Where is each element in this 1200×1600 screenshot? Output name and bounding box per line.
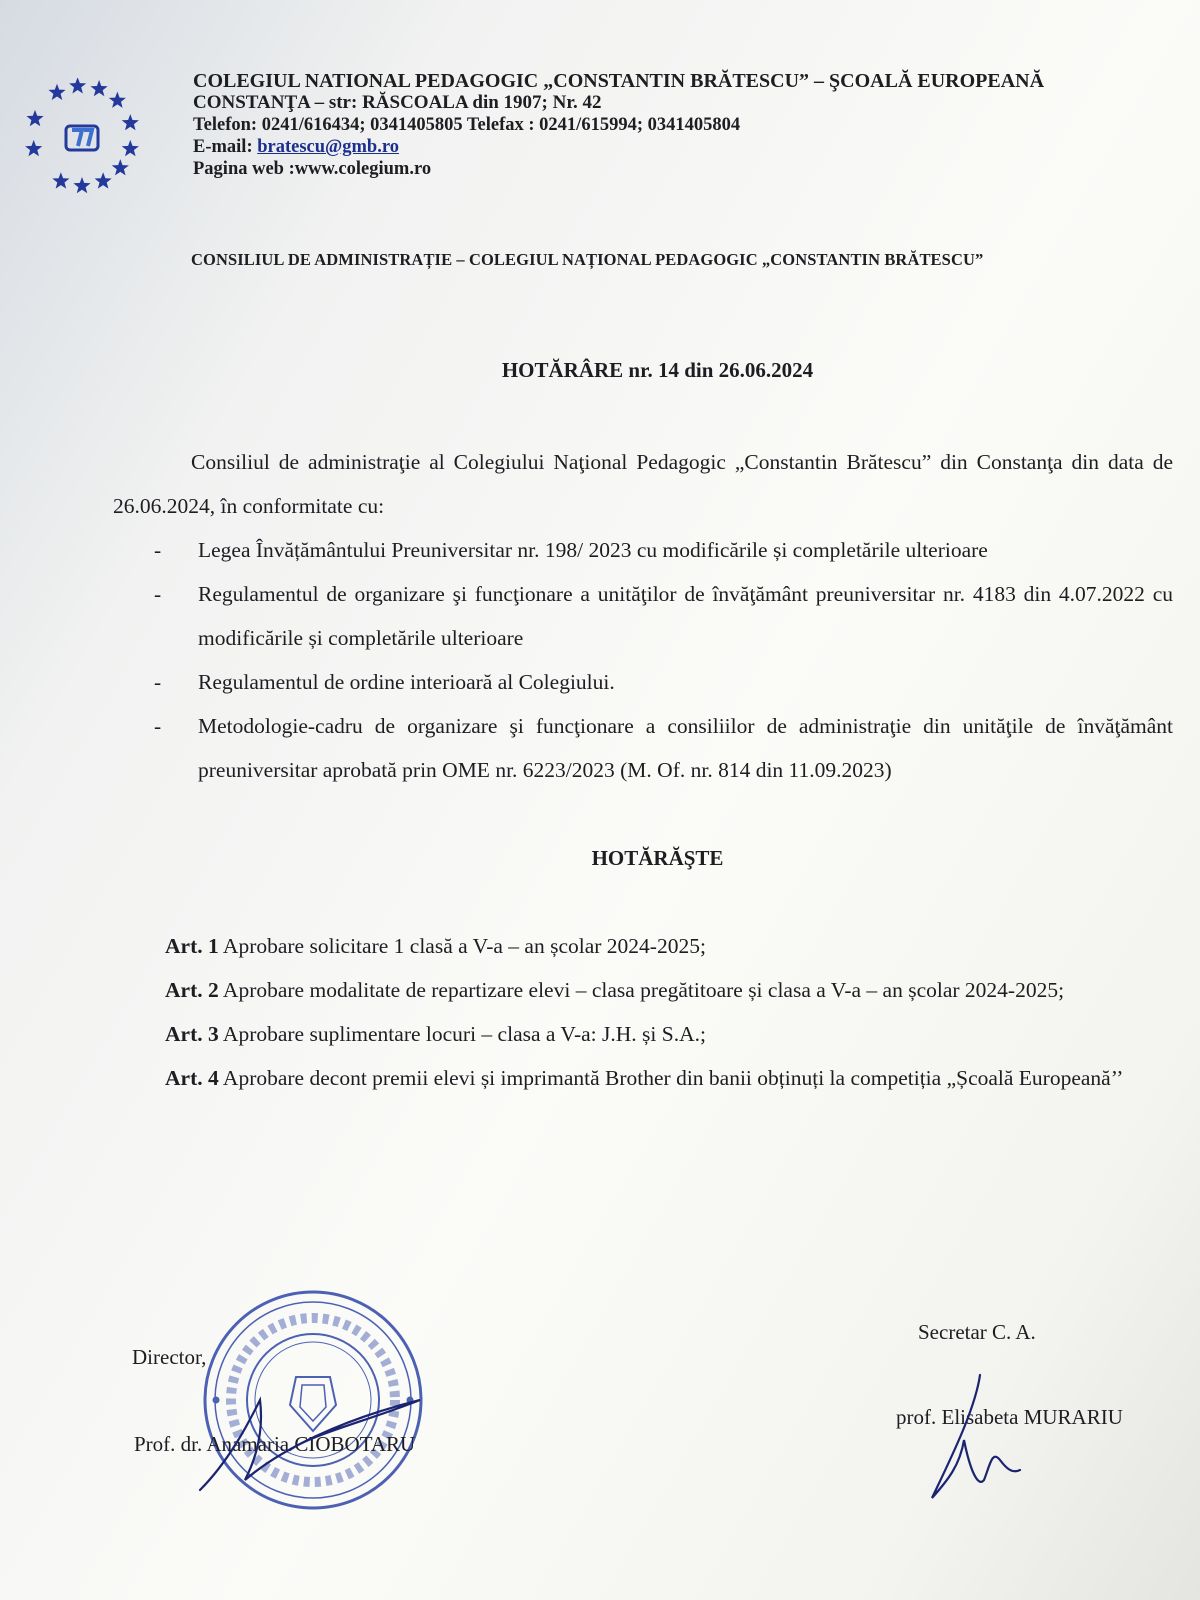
article-label: Art. 3 (165, 1022, 219, 1046)
header-email-link[interactable]: bratescu@gmb.ro (257, 137, 399, 157)
reference-item: - Regulamentul de organizare şi funcţionare a unităţilor de învăţământ preuniversitar nr. 4183 din 4.07.2022 cu modificările și completările ulterioare (154, 582, 1173, 650)
logo-star-icon (73, 177, 90, 193)
article-item (125, 1056, 1175, 1100)
logo-star-icon (109, 92, 126, 108)
logo-star-icon (112, 159, 129, 175)
logo-star-icon (52, 172, 69, 188)
decision-body (113, 440, 1173, 792)
article-label: Art. 1 (165, 934, 219, 958)
director-signature-icon (190, 1380, 470, 1500)
logo-star-icon (25, 140, 42, 156)
decision-title: HOTĂRÂRE nr. 14 din 26.06.2024 (501, 358, 814, 382)
logo-star-icon (91, 80, 108, 96)
article-label: Art. 4 (165, 1066, 219, 1090)
header-website: Pagina web :www.colegium.ro (193, 159, 432, 179)
article-item (125, 924, 1175, 968)
director-label: Director, (132, 1345, 207, 1369)
director-name: Prof. dr. Anamaria CIOBOTARU (134, 1432, 416, 1456)
intro-paragraph: Consiliul de administraţie al Colegiului Naţional Pedagogic „Constantin Brătescu” din Constanţa din data de 26.06.2024, în conformitate cu: (113, 450, 1173, 518)
reference-item: - Legea Învățământului Preuniversitar nr. 198/ 2023 cu modificările și completările ulterioare (154, 538, 988, 562)
articles-list (125, 924, 1175, 1100)
header-institution-name: COLEGIUL NATIONAL PEDAGOGIC „CONSTANTIN BRĂTESCU” – ŞCOALĂ EUROPEANĂ (193, 70, 1045, 92)
secretary-signature-icon (920, 1370, 1030, 1510)
logo-star-icon (95, 172, 112, 188)
logo-star-icon (122, 114, 139, 130)
institution-header (193, 70, 1153, 180)
secretary-name: prof. Elisabeta MURARIU (896, 1405, 1123, 1429)
decides-heading: HOTĂRĂŞTE (591, 846, 724, 870)
header-email-line (193, 136, 1153, 158)
article-text: Aprobare decont premii elevi și imprimantă Brother din banii obținuți la competiția „Școală Europeană’’ (218, 1066, 1124, 1090)
secretary-label: Secretar C. A. (918, 1320, 1036, 1344)
header-address: CONSTANŢA – str: RĂSCOALA din 1907; Nr. 42 (193, 92, 602, 113)
header-phone: Telefon: 0241/616434; 0341405805 Telefax : 0241/615994; 0341405804 (193, 115, 741, 135)
article-item (125, 968, 1175, 1012)
logo-star-icon (27, 110, 44, 126)
reference-list (113, 528, 1173, 792)
article-item (125, 1012, 1175, 1056)
article-text: Aprobare modalitate de repartizare elevi – clasa pregătitoare și clasa a V-a – an școlar 2024-2025; (218, 978, 1065, 1002)
article-label: Art. 2 (165, 978, 219, 1002)
reference-item: - Regulamentul de ordine interioară al Colegiului. (154, 670, 615, 694)
logo-star-icon (48, 84, 65, 100)
article-text: Aprobare suplimentare locuri – clasa a V-a: J.H. și S.A.; (218, 1022, 706, 1046)
logo-star-icon (69, 78, 86, 94)
council-heading: CONSILIUL DE ADMINISTRAȚIE – COLEGIUL NAȚIONAL PEDAGOGIC „CONSTANTIN BRĂTESCU” (191, 250, 984, 269)
school-logo-icon (8, 78, 166, 198)
logo-star-icon (122, 140, 139, 156)
header-email-label: E-mail: (193, 137, 258, 157)
reference-item: - Metodologie-cadru de organizare şi funcţionare a consiliilor de administraţie din unităţile de învăţământ preuniversitar aprobată prin OME nr. 6223/2023 (M. Of. nr. 814 din 11.09.2023) (154, 714, 1173, 782)
article-text: Aprobare solicitare 1 clasă a V-a – an școlar 2024-2025; (218, 934, 706, 958)
